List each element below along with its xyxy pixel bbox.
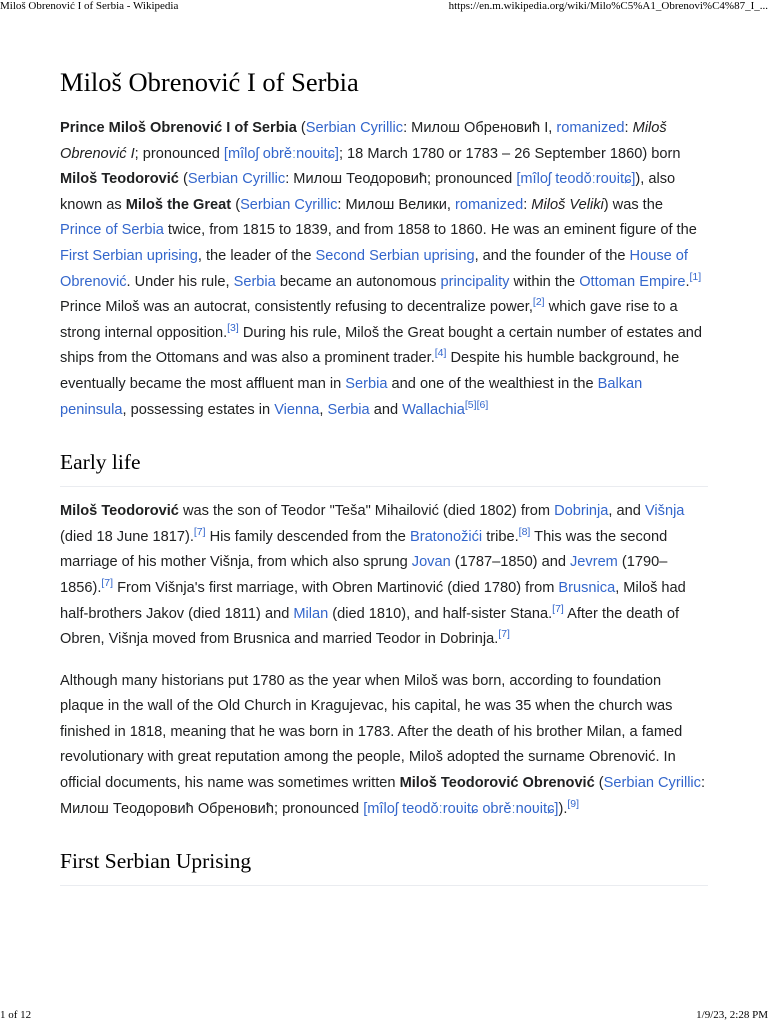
citation-link[interactable]: [7]	[193, 525, 206, 538]
wiki-link[interactable]: principality	[440, 273, 510, 290]
text-run: : Милош Обреновић I,	[403, 120, 557, 136]
wiki-link[interactable]: [mîloʃ teodǒːroʋitɕ obrěːnoʋitɕ]	[363, 800, 559, 817]
text-run: : Милош Теодоровић; pronounced	[285, 171, 517, 188]
print-url: https://en.m.wikipedia.org/wiki/Milo%C5%A1_Obrenovi%C4%87_I_...	[448, 0, 768, 12]
citation-link[interactable]: [7]	[101, 576, 114, 589]
wiki-link[interactable]: Serbian Cyrillic	[187, 171, 286, 188]
bold-term: Miloš the Great	[125, 196, 232, 213]
text-run: From Višnja's first marriage, with Obren Martinović (died 1780) from	[113, 579, 559, 596]
citation-link[interactable]: [7]	[498, 628, 510, 641]
bold-term: Miloš Teodorović Obrenović	[399, 775, 595, 792]
text-run: . Under his rule,	[126, 273, 234, 290]
citation-link[interactable]: [9]	[567, 797, 580, 810]
text-run: :	[624, 120, 633, 136]
paragraph	[60, 499, 708, 653]
page-title: Miloš Obrenović I of Serbia	[60, 67, 359, 97]
wiki-link[interactable]: Serbia	[233, 273, 276, 290]
italic-term: Miloš Veliki	[531, 196, 604, 213]
text-run: , the leader of the	[197, 247, 316, 264]
text-run: (	[296, 120, 306, 136]
wiki-link[interactable]: Ottoman Empire	[579, 273, 686, 290]
citation-link[interactable]: [5]	[464, 398, 477, 411]
wiki-link[interactable]: First Serbian uprising	[60, 247, 198, 264]
text-run: Although many historians put 1780 as the year when Miloš was born, according to foundation plaque in the wall of the Old Church in Kragujevac, his capital, he was 35 when the church was finished in 1818, meaning that he was born in 1783. After the death of his brother Milan, a famed revolutionary with great reputation among the people, Miloš adopted the surname Obrenović. In official documents, his name was sometimes written	[60, 672, 683, 792]
text-run: (1787–1850) and	[450, 554, 570, 571]
text-run: His family descended from the	[205, 528, 410, 545]
bold-term: Miloš Teodorović	[60, 171, 179, 188]
text-run: tribe.	[482, 528, 519, 545]
text-run: (1790–1856).	[60, 554, 668, 596]
print-footer	[0, 1009, 768, 1023]
print-datetime: 1/9/23, 2:28 PM	[696, 1009, 768, 1021]
wiki-link[interactable]: House of Obrenović	[60, 247, 688, 290]
wiki-link[interactable]: Balkan peninsula	[60, 375, 643, 418]
text-run: (died 18 June 1817).	[60, 528, 194, 545]
wiki-link[interactable]: Brusnica	[558, 579, 616, 596]
citation-link[interactable]: [6]	[476, 398, 489, 411]
wiki-link[interactable]: Serbian Cyrillic	[305, 120, 404, 136]
wiki-link[interactable]: Milan	[293, 605, 329, 622]
print-header	[0, 0, 768, 14]
wiki-link[interactable]: romanized	[455, 196, 524, 213]
text-run: ,	[319, 401, 328, 418]
print-page-number: 1 of 12	[0, 1009, 32, 1021]
text-run: was the son of Teodor "Teša" Mihailović (died 1802) from	[178, 503, 555, 520]
bold-term: Prince Miloš Obrenović I of Serbia	[60, 120, 297, 136]
section-first-serbian-uprising	[60, 838, 708, 886]
text-run: , possessing estates in	[122, 401, 275, 418]
text-run: and	[369, 401, 403, 418]
text-run: : Милош Теодоровић Обреновић; pronounced	[60, 775, 706, 817]
wiki-link[interactable]: romanized	[556, 120, 625, 136]
text-run: During his rule, Miloš the Great bought a certain number of estates and ships from the Ottomans and was also a prominent trader.	[60, 324, 703, 367]
text-run: .	[685, 273, 690, 290]
text-run: which gave rise to a strong internal opposition.	[60, 299, 678, 341]
wiki-link[interactable]: [mîloʃ obrěːnoʋitɕ]	[223, 145, 339, 162]
wiki-link[interactable]: Vienna	[274, 401, 320, 418]
citation-link[interactable]: [3]	[227, 321, 239, 334]
text-run: :	[523, 196, 532, 213]
text-run: (	[231, 196, 241, 213]
citation-link[interactable]: [2]	[532, 296, 545, 309]
text-run: ) was the	[603, 196, 663, 213]
text-run: twice, from 1815 to 1839, and from 1858 to 1860. He was an eminent figure of the	[163, 222, 697, 239]
text-run: ; 18 March 1780 or 1783 – 26 September 1860) born	[338, 145, 681, 162]
wiki-link[interactable]: Serbia	[327, 401, 370, 418]
citation-link[interactable]: [1]	[689, 270, 702, 283]
print-page-title: Miloš Obrenović I of Serbia - Wikipedia	[0, 0, 179, 12]
wiki-link[interactable]: Jovan	[411, 554, 451, 571]
section-heading[interactable]: First Serbian Uprising	[60, 838, 708, 886]
bold-term: Miloš Teodorović	[60, 503, 179, 520]
wiki-link[interactable]: Prince of Serbia	[60, 222, 164, 239]
wiki-link[interactable]: Serbia	[345, 375, 388, 392]
text-run: , and the founder of the	[474, 247, 630, 264]
text-run: ; pronounced	[134, 145, 224, 162]
wiki-link[interactable]: Second Serbian uprising	[315, 247, 475, 264]
text-run: Prince Miloš was an autocrat, consistently refusing to decentralize power,	[60, 299, 533, 316]
wiki-link[interactable]: Bratonožići	[409, 528, 483, 545]
paragraph	[60, 669, 708, 823]
text-run: ).	[558, 800, 568, 817]
text-run: This was the second marriage of his mother Višnja, from which also sprung	[60, 528, 668, 571]
wiki-link[interactable]: Serbian Cyrillic	[240, 196, 338, 213]
text-run: , and	[608, 503, 645, 520]
article-content	[60, 62, 708, 898]
text-run: became an autonomous	[275, 273, 441, 290]
intro-paragraph	[60, 116, 708, 423]
text-run: (	[594, 775, 604, 792]
section-heading[interactable]: Early life	[60, 439, 708, 487]
text-run: (	[178, 171, 188, 188]
text-run: within the	[509, 273, 580, 290]
text-run: After the death of Obren, Višnja moved from Brusnica and married Teodor in Dobrinja.	[60, 605, 680, 648]
text-run: : Милош Велики,	[337, 196, 456, 213]
wiki-link[interactable]: Višnja	[644, 503, 685, 520]
italic-term: Miloš Obrenović I	[60, 120, 667, 162]
section-early-life	[60, 439, 708, 822]
citation-link[interactable]: [8]	[518, 525, 531, 538]
wiki-link[interactable]: Jevrem	[570, 554, 618, 571]
text-run: (died 1810), and half-sister Stana.	[328, 605, 553, 622]
text-run: ), also known as	[60, 171, 676, 213]
wiki-link[interactable]: [mîloʃ teodǒːroʋitɕ]	[516, 171, 636, 188]
wiki-link[interactable]: Wallachia	[402, 401, 465, 418]
citation-link[interactable]: [7]	[552, 602, 564, 615]
text-run: and one of the wealthiest in the	[387, 375, 598, 392]
citation-link[interactable]: [4]	[434, 347, 447, 360]
text-run: Despite his humble background, he eventually became the most affluent man in	[60, 350, 680, 392]
wiki-link[interactable]: Dobrinja	[554, 503, 609, 520]
wiki-link[interactable]: Serbian Cyrillic	[603, 775, 701, 792]
text-run: , Miloš had half-brothers Jakov (died 1811) and	[60, 579, 686, 622]
